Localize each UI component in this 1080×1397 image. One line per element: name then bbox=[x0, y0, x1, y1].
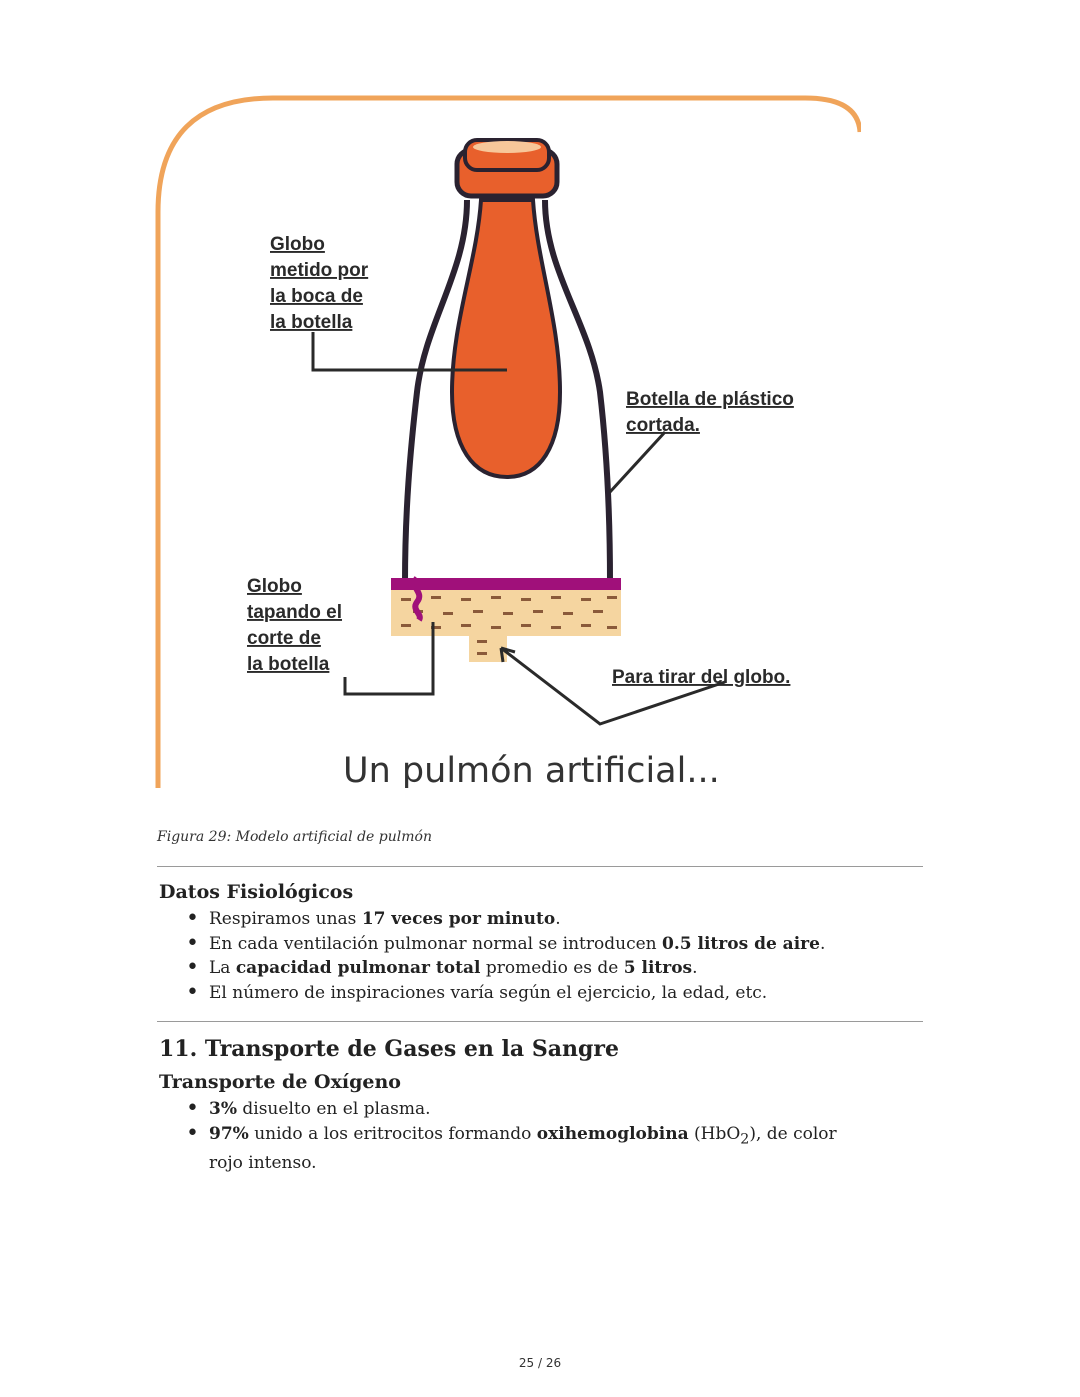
text: . bbox=[819, 933, 826, 954]
text: promedio es de bbox=[480, 958, 624, 978]
text: El número de inspiraciones varía según el ejercicio, la edad, etc. bbox=[209, 982, 768, 1003]
figure-caption: Figura 29: Modelo artificial de pulmón bbox=[157, 829, 432, 845]
list-item bbox=[186, 932, 886, 957]
label-globo-corte-3: corte de bbox=[247, 628, 321, 649]
list-item bbox=[186, 907, 886, 932]
section-subheading: Transporte de Oxígeno bbox=[159, 1071, 401, 1093]
label-globo-boca-4: la botella bbox=[270, 312, 353, 333]
label-globo-corte-4: la botella bbox=[247, 654, 330, 675]
bold-text: 3% bbox=[209, 1099, 237, 1119]
list-item bbox=[186, 1122, 859, 1176]
bold-text: 17 veces por minuto bbox=[361, 909, 556, 929]
page-number: 25 / 26 bbox=[518, 1356, 562, 1370]
section-heading: 11. Transporte de Gases en la Sangre bbox=[159, 1036, 619, 1062]
text: disuelto en el plasma. bbox=[236, 1099, 431, 1119]
bold-text: 5 litros bbox=[623, 958, 693, 978]
label-globo-boca-1: Globo bbox=[270, 234, 325, 255]
divider bbox=[157, 866, 923, 867]
text: ), de color rojo intenso. bbox=[209, 1123, 837, 1174]
oxygen-list bbox=[186, 1097, 886, 1176]
label-tirar: Para tirar del globo. bbox=[612, 667, 791, 688]
label-globo-boca-3: la boca de bbox=[270, 286, 363, 307]
membrane bbox=[391, 578, 621, 590]
divider bbox=[157, 1021, 923, 1022]
label-globo-corte-2: tapando el bbox=[247, 602, 343, 623]
text: . bbox=[555, 909, 561, 929]
text: En cada ventilación pulmonar normal se introducen bbox=[209, 933, 663, 954]
lung-model-figure bbox=[155, 92, 861, 788]
text: Respiramos unas bbox=[209, 909, 362, 929]
label-botella-1: Botella de plástico bbox=[626, 389, 794, 410]
figure-title: Un pulmón artificial... bbox=[343, 751, 720, 788]
label-globo-corte-1: Globo bbox=[247, 576, 302, 597]
label-globo-boca-2: metido por bbox=[270, 260, 369, 281]
list-item bbox=[186, 981, 886, 1006]
bold-text: 0.5 litros de aire bbox=[662, 933, 820, 954]
label-botella-2: cortada. bbox=[626, 415, 700, 436]
datos-heading: Datos Fisiológicos bbox=[159, 881, 354, 903]
text: La bbox=[209, 958, 236, 978]
text: . bbox=[692, 958, 698, 978]
list-item bbox=[186, 956, 886, 981]
datos-list bbox=[186, 907, 886, 1005]
list-item bbox=[186, 1097, 886, 1122]
bold-text: 97% bbox=[209, 1123, 249, 1144]
bold-text: oxihemoglobina bbox=[536, 1123, 689, 1144]
formula: (HbO bbox=[688, 1123, 741, 1144]
formula-subscript: 2 bbox=[740, 1130, 750, 1147]
bold-text: capacidad pulmonar total bbox=[235, 958, 481, 978]
text: unido a los eritrocitos formando bbox=[248, 1123, 537, 1144]
